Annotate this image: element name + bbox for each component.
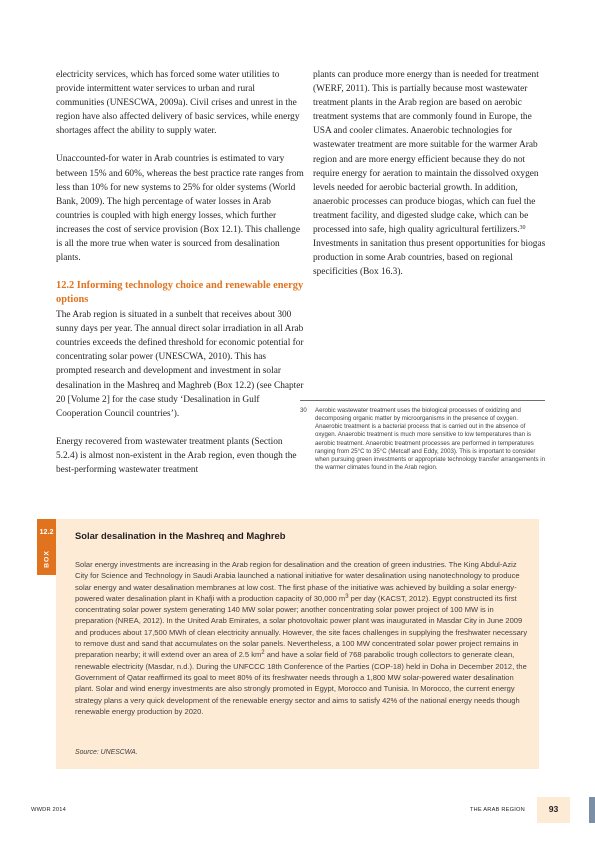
box-tab — [37, 519, 56, 575]
paragraph: Energy recovered from wastewater treatment plants (Section 5.2.4) is almost non-existent in the Arab region, even though the best-performing wastewater treatment — [56, 436, 297, 475]
paragraph: The Arab region is situated in a sunbelt that receives about 300 sunny days per year. The annual direct solar irradiation in all Arab countries exceeds the defined threshold for economic potential for concentrating solar power (UNESCWA, 2010). This has prompted research and development and investment in solar desalination in the Mashreq and Maghreb (Box 12.2) (see Chapter 20 [Volume 2] for the case study ‘Desalination in Gulf Cooperation Council countries’). — [56, 310, 304, 419]
box-body — [75, 559, 530, 717]
left-column — [56, 68, 304, 477]
section-heading: 12.2 Informing technology choice and renewable energy options — [56, 280, 304, 305]
superscript: 2 — [261, 650, 265, 657]
paragraph — [313, 68, 549, 279]
superscript: 3 — [345, 593, 349, 600]
paragraph-text: plants can produce more energy than is needed for treatment (WERF, 2011). This is partially because most wastewater treatment plants in the Arab region are based on aerobic treatment systems that are commonly found in Europe, the USA and cooler climates. Anaerobic technologies for wastewater treatment are more suitable for the warmer Arab region and are more energy efficient because they do not require energy for aeration to maintain the dissolved oxygen levels needed for aerobic bacterial growth. In addition, anaerobic processes can produce biogas, which can fuel the treatment facility, and digested sludge cake, which can be processed into safe, high quality agricultural fertilizers. — [313, 70, 539, 236]
box-source: Source: UNESCWA. — [75, 749, 138, 756]
footer-publication: WWDR 2014 — [31, 807, 66, 813]
page-number: 93 — [548, 804, 559, 814]
edge-stripe — [589, 797, 595, 823]
paragraph: electricity services, which has forced some water utilities to provide intermittent water services to urban and rural communities (UNESCWA, 2009a). Civil crises and unrest in the region have also affected delivery of basic services, while energy shortages affect the ability to supply water. — [56, 70, 300, 137]
footnote-reference[interactable]: 30 — [519, 225, 526, 232]
footnote — [300, 407, 545, 472]
paragraph: Unaccounted-for water in Arab countries is estimated to vary between 15% and 60%, whereas the best practice rate ranges from less than 10% for new systems to 25% for older systems (World Bank, 2009). The high percentage of water losses in Arab countries is coupled with high energy losses, which further increases the cost of service provision (Box 12.1). This challenge is all the more true when water is sourced from desalination plants. — [56, 154, 304, 264]
box-title: Solar desalination in the Mashreq and Maghreb — [75, 530, 286, 541]
footnote-divider — [300, 400, 545, 401]
right-column — [313, 68, 549, 293]
paragraph-text: Investments in sanitation thus present opportunities for biogas production in some Arab countries, based on regional specificities (Box 16.3). — [313, 239, 546, 278]
box-number: 12.2 — [39, 527, 54, 536]
box-body-text: Solar energy investments are increasing in the Arab region for desalination and the creation of green industries. The King Abdul-Aziz City for Science and Technology in Saudi Arabia launched a national initiative for water desalination using nanotechnology to produce solar energy and water desalination membranes at low cost. The first phase of the initiative was achieved by building a solar energy-powered water desalination plant in Khafji with a production capacity of 30,000 m — [75, 560, 520, 603]
page-number-box — [537, 797, 570, 823]
footnote-text: Aerobic wastewater treatment uses the biological processes of oxidizing and decomposing organic matter by microorganisms in the presence of oxygen. Anaerobic treatment is a bacterial process that is carried out in the absence of oxygen. Anaerobic treatment is much more sensitive to low temperatures than is aerobic treatment. Anaerobic treatment processes are performed in temperatures ranging from 25°C to 35°C (Metcalf and Eddy, 2003). This is important to consider when pursuing green investments or appropriate technology transfer arrangements in the warmer climates found in the Arab region. — [315, 407, 546, 472]
footnote-number: 30 — [300, 407, 307, 414]
box-body-text: per day (KACST, 2012). Egypt constructed its first concentrating solar power system generating 140 MW solar power; another concentrating solar power project of 100 MW is in preparation (NREA, 2012). In the United Arab Emirates, a solar photovoltaic power plant was inaugurated in Masdar City in June 2009 and produces about 17,500 MWh of clean electricity annually. However, the site faces challenges in supplying the freshwater necessary to remove dust and sand that accumulates on the solar panels. Nevertheless, a 100 MW concentrated solar power project remains in preparation nearby; it will extend over an area of 2.5 km — [75, 593, 528, 660]
box-label: BOX — [43, 550, 50, 568]
footer-chapter: THE ARAB REGION — [469, 807, 525, 813]
box-body-text: and have a solar field of 768 parabolic trough collectors to generate clean, renewable electricity (Masdar, n.d.). During the UNFCCC 18th Conference of the Parties (COP-18) held in Doha in December 2012, the Government of Qatar reaffirmed its goal to meet 80% of its freshwater needs through a 1,800 MW solar-powered water desalination plant. Solar and wind energy investments are also strongly promoted in Egypt, Morocco and Tunisia. In Morocco, the current energy strategy plans a very quick development of the renewable energy sector and aims to satisfy 42% of the national energy needs though renewable energy production by 2020. — [75, 650, 527, 716]
